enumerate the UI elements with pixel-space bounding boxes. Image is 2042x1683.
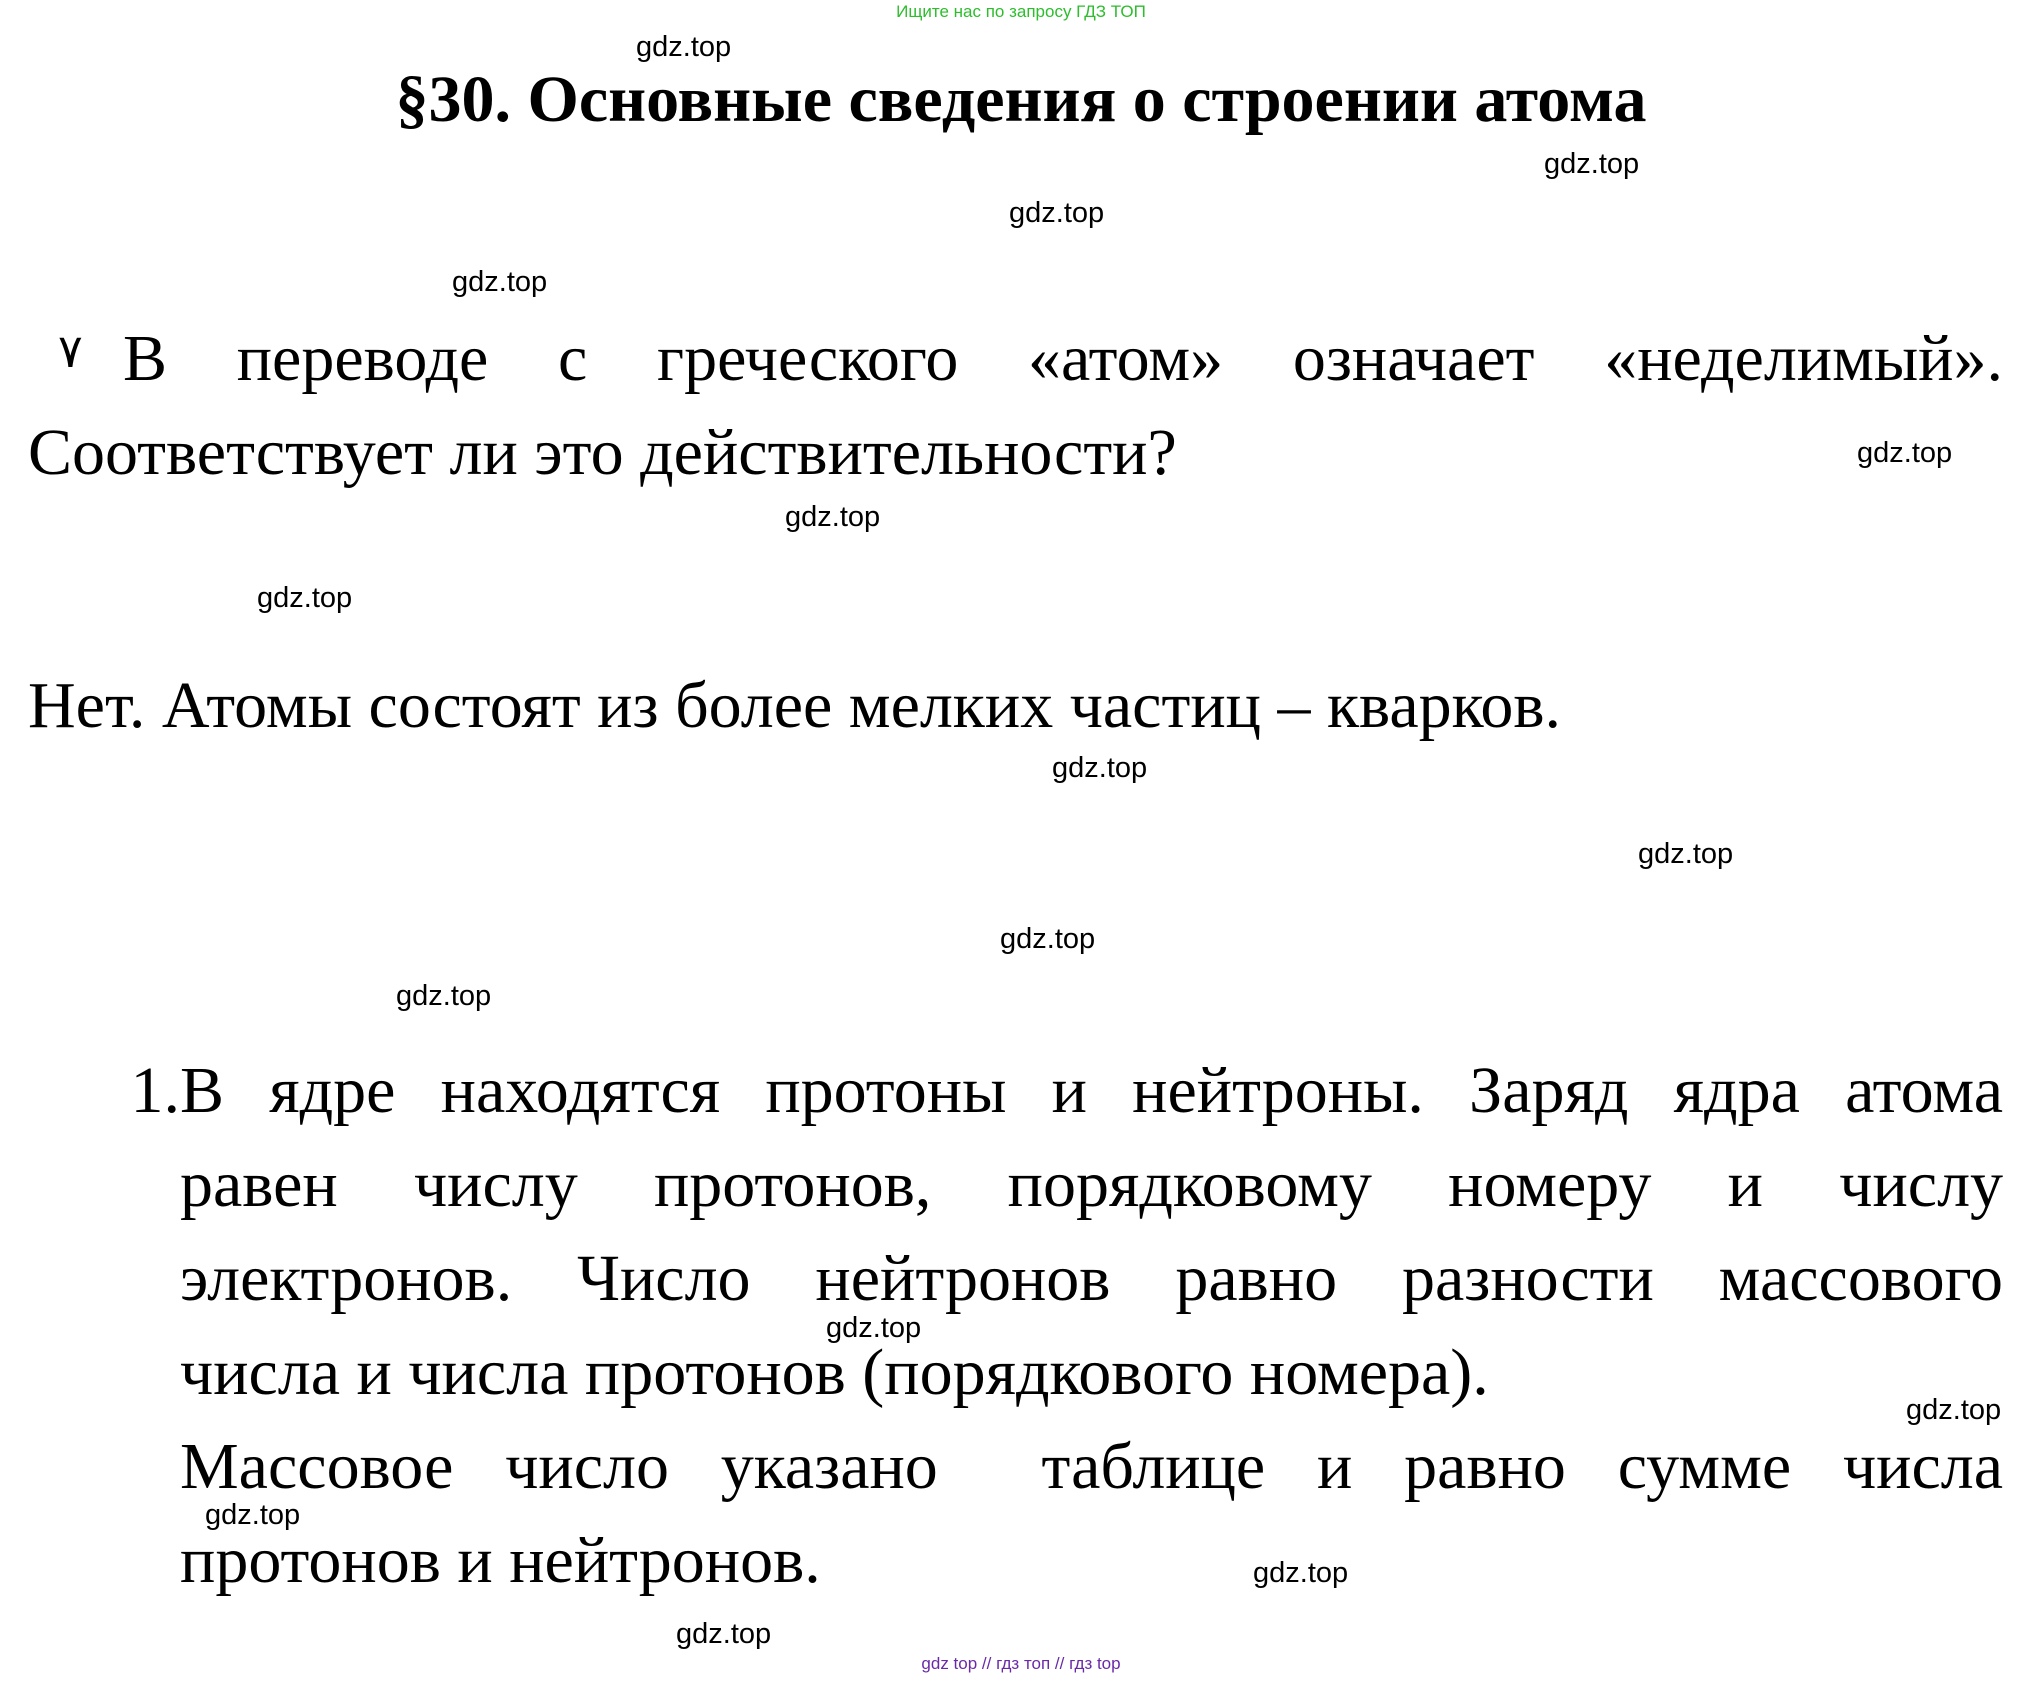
watermark-text: gdz.top — [1000, 923, 1096, 955]
list-item-body — [180, 1044, 2003, 1608]
answer-paragraph-1: Нет. Атомы состоят из более мелких частиц – кварков. — [28, 669, 1561, 742]
watermark-text: gdz.top — [1638, 838, 1734, 870]
answer-list-item-1 — [100, 1044, 2003, 1608]
watermark-text: gdz.top — [1253, 1557, 1349, 1589]
question-line-1: В переводе с греческого «атом» означает «неделимый». — [123, 322, 2003, 395]
list-number: 1. — [130, 1054, 180, 1127]
watermark-text: gdz.top — [452, 266, 548, 298]
watermark-text: gdz.top — [205, 1499, 301, 1531]
answer-line: протонов и нейтронов. — [180, 1524, 821, 1597]
watermark-text: gdz.top — [785, 501, 881, 533]
answer-line: числа и числа протонов (порядкового номера). — [180, 1336, 1489, 1409]
answer-line: равен числу протонов, порядковому номеру и числу — [180, 1148, 2003, 1221]
answer-line: электронов. Число нейтронов равно разности массового — [180, 1242, 2003, 1315]
watermark-text: gdz.top — [257, 582, 353, 614]
page-title: §30. Основные сведения о строении атома — [395, 63, 1647, 136]
top-promo-note: Ищите нас по запросу ГДЗ ТОП — [896, 2, 1146, 21]
answer-line: Массовое число указано таблице и равно сумме числа — [180, 1430, 2003, 1503]
question-marker: ٧ — [58, 325, 83, 377]
footer-note: gdz top // гдз топ // гдз top — [921, 1654, 1121, 1673]
answer-line: В ядре находятся протоны и нейтроны. Заряд ядра атома — [180, 1054, 2003, 1127]
watermark-text: gdz.top — [1052, 752, 1148, 784]
watermark-text: gdz.top — [396, 980, 492, 1012]
watermark-text: gdz.top — [826, 1312, 922, 1344]
question-line-2: Соответствует ли это действительности? — [28, 416, 1177, 489]
question-text — [28, 312, 2003, 500]
watermark-text: gdz.top — [1906, 1394, 2002, 1426]
watermark-text: gdz.top — [636, 31, 732, 63]
watermark-text: gdz.top — [1544, 148, 1640, 180]
watermark-text: gdz.top — [1009, 197, 1105, 229]
watermark-text: gdz.top — [1857, 437, 1953, 469]
watermark-text: gdz.top — [676, 1618, 772, 1650]
